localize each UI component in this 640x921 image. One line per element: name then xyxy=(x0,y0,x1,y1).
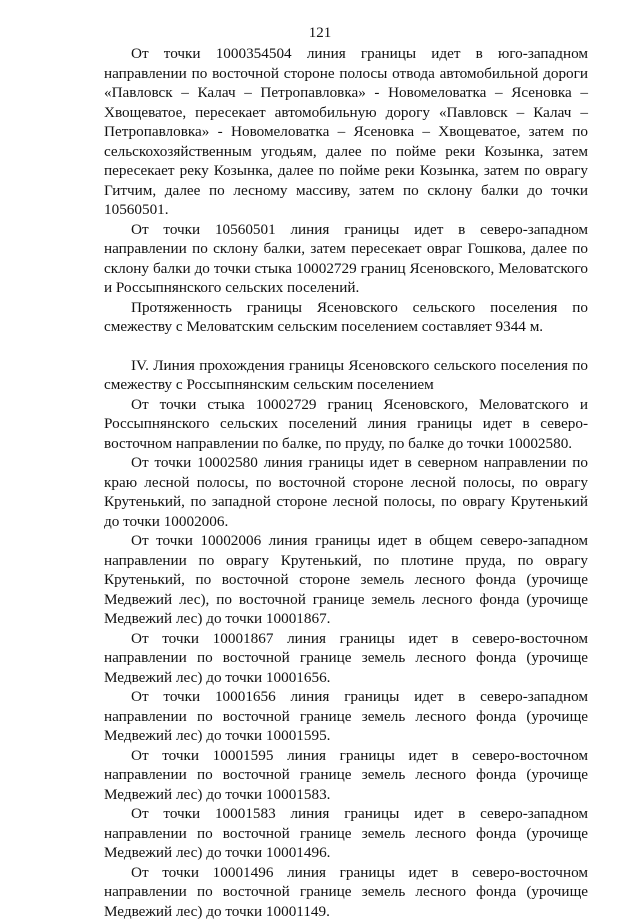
paragraph: От точки 10001867 линия границы идет в северо-восточном направлении по восточной границе земель лесного фонда (урочище Медвежий лес) до точки 10001656. xyxy=(104,629,588,688)
paragraph: От точки 10002006 линия границы идет в общем северо-западном направлении по оврагу Крутенький, по плотине пруда, по оврагу Крутенький, по восточной стороне земель лесного фонда (урочище Медвежий лес), по восточной границе земель лесного фонда (урочище Медвежий лес) до точки 10001867. xyxy=(104,531,588,629)
section-spacer xyxy=(104,337,588,356)
paragraph: От точки 10001583 линия границы идет в северо-западном направлении по восточной границе земель лесного фонда (урочище Медвежий лес) до точки 10001496. xyxy=(104,804,588,863)
paragraph: От точки 10001656 линия границы идет в северо-западном направлении по восточной границе земель лесного фонда (урочище Медвежий лес) до точки 10001595. xyxy=(104,687,588,746)
paragraph: От точки стыка 10002729 границ Ясеновского, Меловатского и Россыпнянского сельских поселений линия границы идет в северо-восточном направлении по балке, по пруду, по балке до точки 10002580. xyxy=(104,395,588,454)
section-title: IV. Линия прохождения границы Ясеновского сельского поселения по смежеству с Россыпнянским сельским поселением xyxy=(104,356,588,395)
document-body xyxy=(104,44,588,921)
paragraph: От точки 10001496 линия границы идет в северо-восточном направлении по восточной границе земель лесного фонда (урочище Медвежий лес) до точки 10001149. xyxy=(104,863,588,921)
paragraph: От точки 10002580 линия границы идет в северном направлении по краю лесной полосы, по восточной стороне лесной полосы, по оврагу Крутенький, по западной стороне лесной полосы, по оврагу Крутенький до точки 10002006. xyxy=(104,453,588,531)
page-number: 121 xyxy=(0,24,640,43)
paragraph: От точки 1000354504 линия границы идет в юго-западном направлении по восточной стороне полосы отвода автомобильной дороги «Павловск – Калач – Петропавловка» - Новомеловатка – Ясеновка – Хвощеватое, пересекает автомобильную дорогу «Павловск – Калач – Петропавловка» - Новомеловатка – Ясеновка – Хвощеватое, затем по сельскохозяйственным угодьям, далее по пойме реки Козынка, затем пересекает реку Козынка, далее по пойме реки Козынка, затем по оврагу Гитчим, далее по лесному массиву, затем по склону балки до точки 10560501. xyxy=(104,44,588,220)
paragraph: От точки 10001595 линия границы идет в северо-восточном направлении по восточной границе земель лесного фонда (урочище Медвежий лес) до точки 10001583. xyxy=(104,746,588,805)
paragraph: Протяженность границы Ясеновского сельского поселения по смежеству с Меловатским сельским поселением составляет 9344 м. xyxy=(104,298,588,337)
paragraph: От точки 10560501 линия границы идет в северо-западном направлении по склону балки, затем пересекает овраг Гошкова, далее по склону балки до точки стыка 10002729 границ Ясеновского, Меловатского и Россыпнянского сельских поселений. xyxy=(104,220,588,298)
